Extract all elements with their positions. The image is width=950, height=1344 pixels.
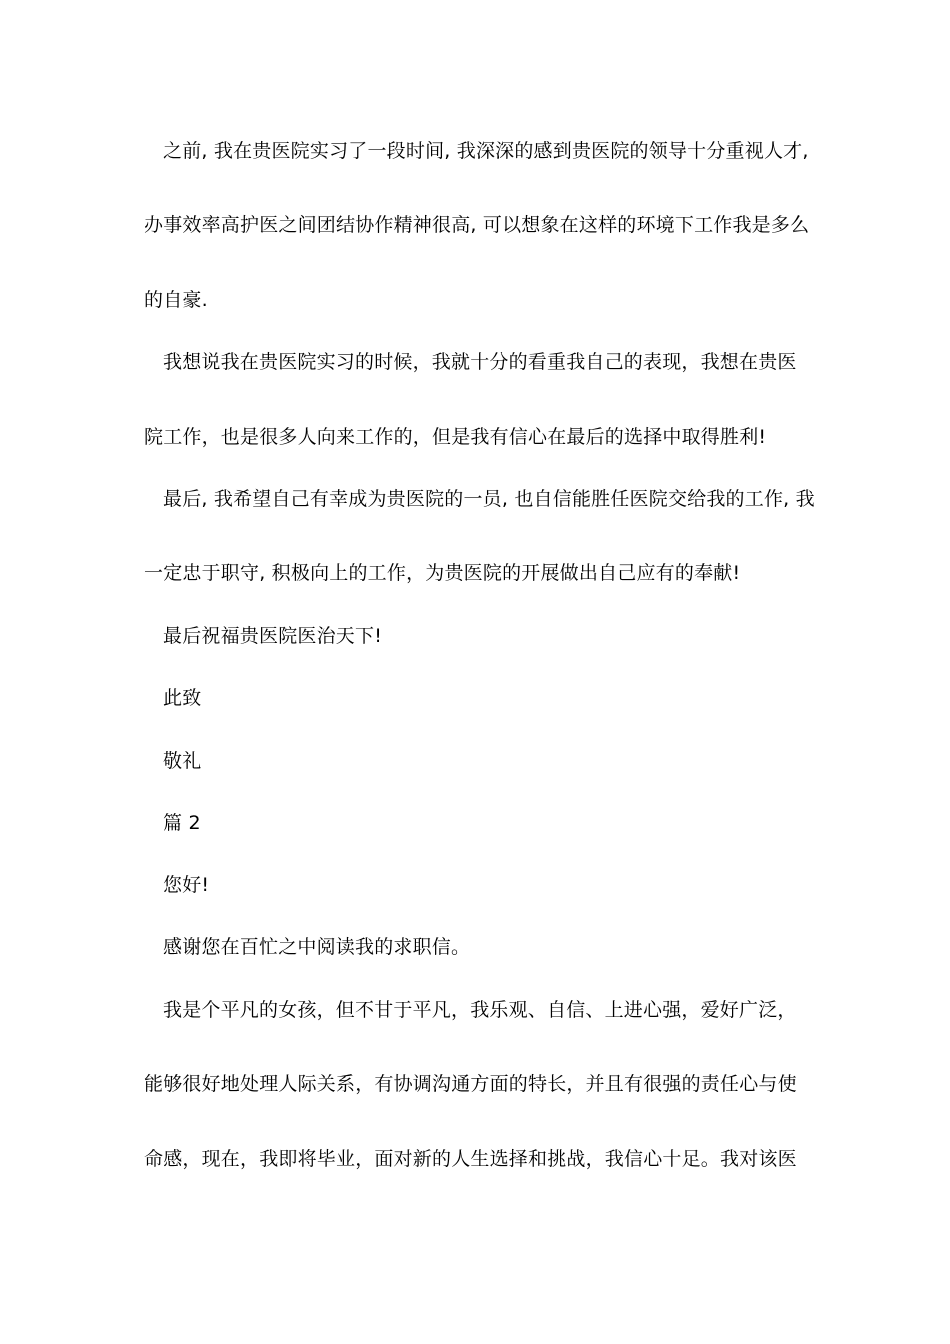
- greeting: 您好!: [163, 874, 210, 896]
- thanks-line: 感谢您在百忙之中阅读我的求职信。: [163, 936, 471, 958]
- paragraph-1-line-2: 办事效率高护医之间团结协作精神很高, 可以想象在这样的环境下工作我是多么: [144, 214, 810, 236]
- paragraph-2-line-2: 院工作，也是很多人向来工作的，但是我有信心在最后的选择中取得胜利!: [144, 426, 767, 448]
- paragraph-2-line-1: 我想说我在贵医院实习的时候，我就十分的看重我自己的表现，我想在贵医: [163, 351, 797, 373]
- salutation-jingli: 敬礼: [163, 750, 202, 772]
- paragraph-4-line-1: 我是个平凡的女孩，但不甘于平凡，我乐观、自信、上进心强，爱好广泛，: [163, 999, 797, 1021]
- paragraph-4-line-3: 命感，现在，我即将毕业，面对新的人生选择和挑战，我信心十足。我对该医: [144, 1148, 797, 1170]
- paragraph-1-line-1: 之前, 我在贵医院实习了一段时间, 我深深的感到贵医院的领导十分重视人才,: [163, 140, 809, 162]
- paragraph-3-line-1: 最后, 我希望自己有幸成为贵医院的一员, 也自信能胜任医院交给我的工作, 我: [163, 488, 815, 510]
- salutation-cizhi: 此致: [163, 687, 202, 709]
- paragraph-4-line-2: 能够很好地处理人际关系，有协调沟通方面的特长，并且有很强的责任心与使: [144, 1073, 797, 1095]
- section-heading: 篇 2: [163, 812, 201, 834]
- paragraph-1-line-3: 的自豪.: [144, 289, 208, 311]
- closing-blessing: 最后祝福贵医院医治天下!: [163, 625, 383, 647]
- paragraph-3-line-2: 一定忠于职守, 积极向上的工作，为贵医院的开展做出自己应有的奉献!: [144, 562, 741, 584]
